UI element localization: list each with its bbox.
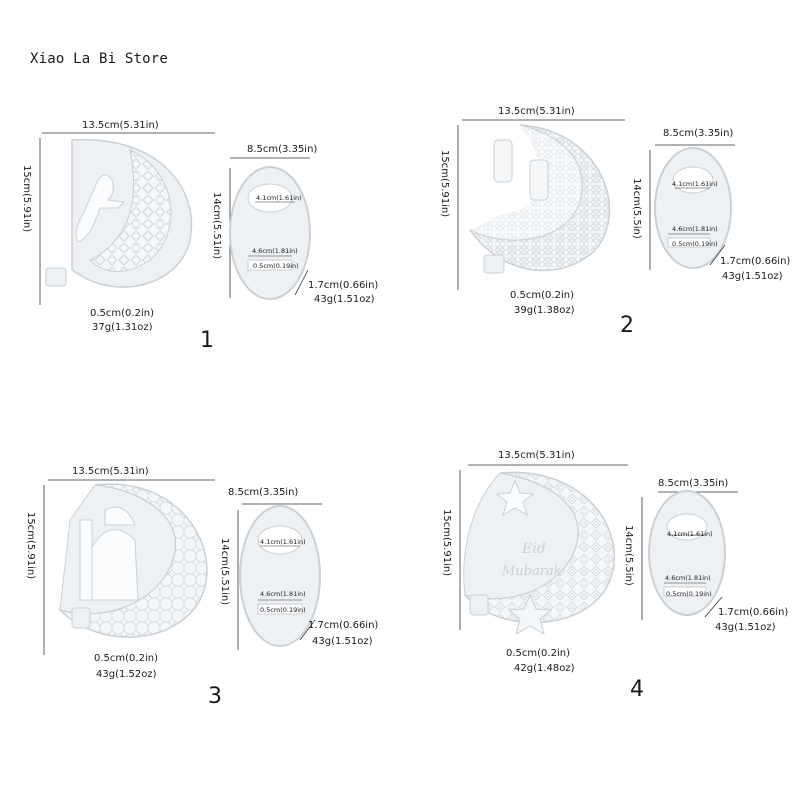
- oval-weight-label: 43g(1.51oz): [722, 271, 783, 282]
- moon-width-label: 13.5cm(5.31in): [498, 106, 575, 117]
- oval-thickness-label: 1.7cm(0.66in): [720, 256, 791, 267]
- mold-illustration: [10, 110, 390, 410]
- oval-height-label: 14cm(5.51in): [219, 538, 230, 606]
- oval-mold: [230, 158, 310, 299]
- oval-thickness-label: 1.7cm(0.66in): [718, 607, 789, 618]
- moon-mold: [46, 140, 192, 287]
- moon-thickness-label: 0.5cm(0.2in): [506, 648, 570, 659]
- hole-top-label: 4.1cm(1.61in): [667, 530, 713, 538]
- slot-width-label: 4.6cm(1.81in): [260, 590, 306, 598]
- product-panel-1: [10, 110, 390, 410]
- moon-weight-label: 42g(1.48oz): [514, 663, 575, 674]
- moon-mold: [60, 484, 207, 637]
- moon-thickness-label: 0.5cm(0.2in): [90, 308, 154, 319]
- product-panel-3: [10, 460, 390, 760]
- moon-width-label: 13.5cm(5.31in): [82, 120, 159, 131]
- slot-width-label: 4.6cm(1.81in): [665, 574, 711, 582]
- oval-weight-label: 43g(1.51oz): [314, 294, 375, 305]
- oval-mold: [642, 491, 738, 620]
- moon-height-label: 15cm(5.91in): [21, 165, 32, 233]
- slot-depth-label: 0.5cm(0.19in): [666, 590, 712, 598]
- hole-top-label: 4.1cm(1.61in): [672, 180, 718, 188]
- oval-width-label: 8.5cm(3.35in): [663, 128, 734, 139]
- moon-height-label: 15cm(5.91in): [25, 512, 36, 580]
- product-panel-2: [410, 100, 790, 400]
- oval-width-label: 8.5cm(3.35in): [228, 487, 299, 498]
- store-name: Xiao La Bi Store: [30, 51, 169, 67]
- oval-thickness-label: 1.7cm(0.66in): [308, 280, 379, 291]
- oval-mold: [650, 145, 735, 270]
- slot-depth-label: 0.5cm(0.19in): [253, 262, 299, 270]
- oval-height-label: 14cm(5.51in): [211, 192, 222, 260]
- oval-weight-label: 43g(1.51oz): [715, 622, 776, 633]
- slot-depth-label: 0.5cm(0.19in): [672, 240, 718, 248]
- panel-number: 1: [200, 328, 214, 353]
- product-panel-4: [410, 445, 790, 745]
- panel-number: 2: [620, 313, 634, 338]
- oval-height-label: 14cm(5.5in): [623, 525, 634, 586]
- slot-depth-label: 0.5cm(0.19in): [260, 606, 306, 614]
- slot-width-label: 4.6cm(1.81in): [252, 247, 298, 255]
- slot-width-label: 4.6cm(1.81in): [672, 225, 718, 233]
- moon-height-label: 15cm(5.91in): [439, 150, 450, 218]
- moon-weight-label: 39g(1.38oz): [514, 305, 575, 316]
- moon-thickness-label: 0.5cm(0.2in): [510, 290, 574, 301]
- hole-top-label: 4.1cm(1.61in): [260, 538, 306, 546]
- svg-text:Mubarak: Mubarak: [502, 564, 562, 579]
- mold-illustration: [410, 100, 790, 400]
- oval-thickness-label: 1.7cm(0.66in): [308, 620, 379, 631]
- panel-number: 4: [630, 677, 644, 702]
- oval-height-label: 14cm(5.5in): [631, 178, 642, 239]
- moon-width-label: 13.5cm(5.31in): [72, 466, 149, 477]
- moon-height-label: 15cm(5.91in): [441, 509, 452, 577]
- mold-illustration: [410, 445, 790, 745]
- svg-text:Eid: Eid: [522, 541, 546, 557]
- moon-mold: [464, 472, 614, 634]
- oval-weight-label: 43g(1.51oz): [312, 636, 373, 647]
- moon-weight-label: 37g(1.31oz): [92, 322, 153, 333]
- moon-thickness-label: 0.5cm(0.2in): [94, 653, 158, 664]
- moon-mold: [470, 125, 609, 273]
- hole-top-label: 4.1cm(1.61in): [256, 194, 302, 202]
- mold-illustration: [10, 460, 390, 760]
- moon-weight-label: 43g(1.52oz): [96, 669, 157, 680]
- oval-width-label: 8.5cm(3.35in): [658, 478, 729, 489]
- panel-number: 3: [208, 684, 222, 709]
- moon-width-label: 13.5cm(5.31in): [498, 450, 575, 461]
- oval-width-label: 8.5cm(3.35in): [247, 144, 318, 155]
